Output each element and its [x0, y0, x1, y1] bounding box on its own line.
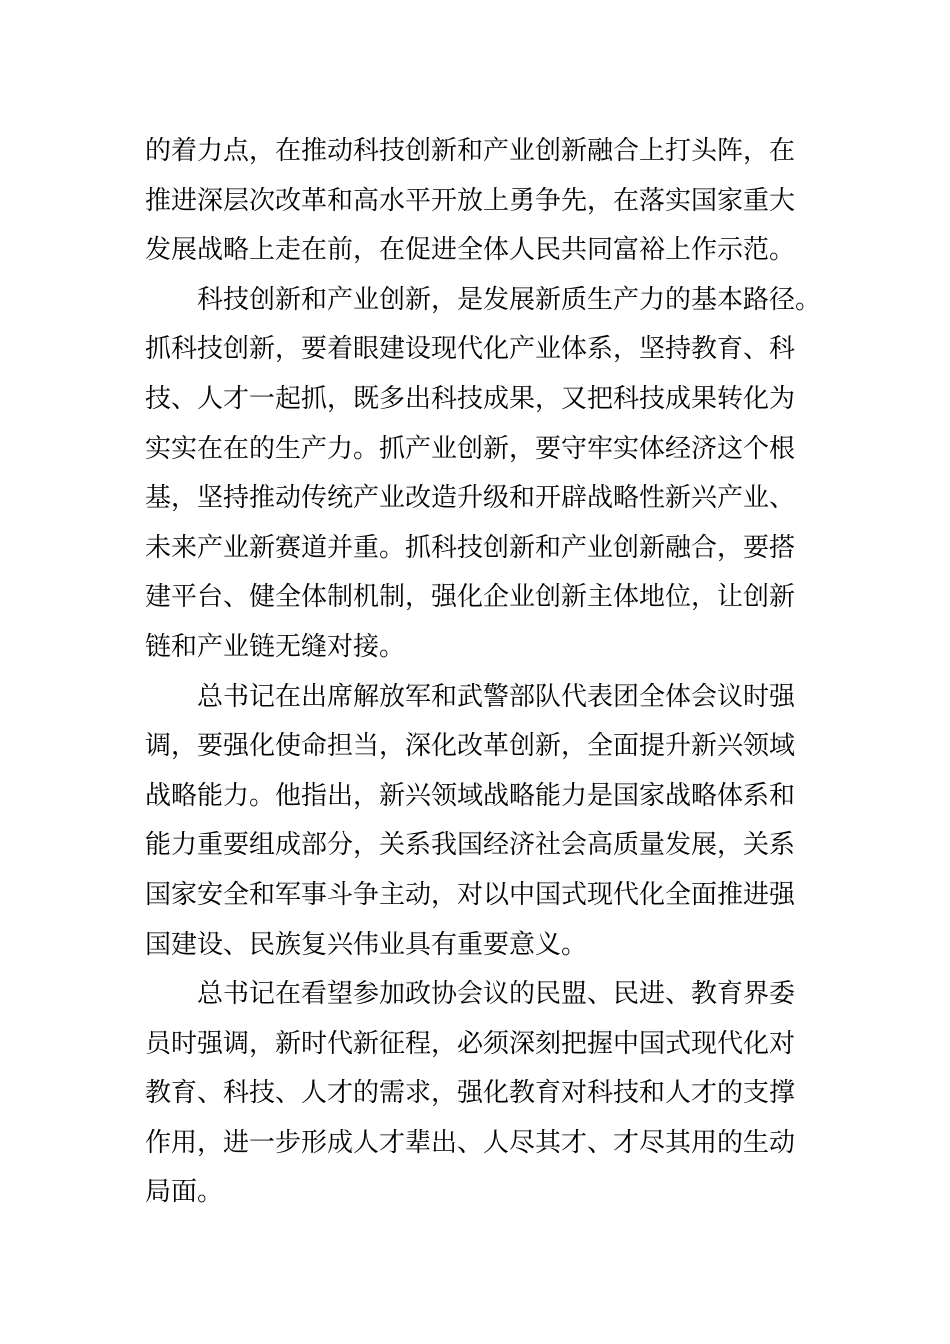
document-body [145, 127, 822, 1218]
text-line: 局面。 [145, 1177, 224, 1208]
text-line: 科技创新和产业创新，是发展新质生产力的基本路径。 [197, 284, 822, 315]
paragraph-1 [145, 127, 805, 276]
text-line: 未来产业新赛道并重。抓科技创新和产业创新融合，要搭 [145, 532, 796, 563]
paragraph-2 [145, 276, 822, 673]
text-line: 战略能力。他指出，新兴领域战略能力是国家战略体系和 [145, 780, 796, 811]
text-line: 基，坚持推动传统产业改造升级和开辟战略性新兴产业、 [145, 483, 796, 514]
text-line: 作用，进一步形成人才辈出、人尽其才、才尽其用的生动 [145, 1127, 796, 1158]
paragraph-3 [145, 673, 805, 971]
paragraph-4 [145, 970, 805, 1218]
text-line: 调，要强化使命担当，深化改革创新，全面提升新兴领域 [145, 731, 796, 762]
text-line: 的着力点，在推动科技创新和产业创新融合上打头阵，在 [145, 136, 796, 166]
text-line: 技、人才一起抓，既多出科技成果，又把科技成果转化为 [145, 383, 796, 414]
text-line: 抓科技创新，要着眼建设现代化产业体系，坚持教育、科 [145, 334, 796, 365]
text-line: 国家安全和军事斗争主动，对以中国式现代化全面推进强 [145, 879, 796, 910]
text-line: 教育、科技、人才的需求，强化教育对科技和人才的支撑 [145, 1078, 796, 1109]
text-line: 建平台、健全体制机制，强化企业创新主体地位，让创新 [145, 582, 796, 613]
text-line: 能力重要组成部分，关系我国经济社会高质量发展，关系 [145, 830, 796, 861]
text-line: 总书记在出席解放军和武警部队代表团全体会议时强 [197, 681, 796, 712]
text-line: 国建设、民族复兴伟业具有重要意义。 [145, 929, 588, 960]
text-line: 实实在在的生产力。抓产业创新，要守牢实体经济这个根 [145, 433, 796, 464]
text-line: 员时强调，新时代新征程，必须深刻把握中国式现代化对 [145, 1028, 796, 1059]
text-line: 推进深层次改革和高水平开放上勇争先，在落实国家重大 [145, 185, 796, 216]
text-line: 链和产业链无缝对接。 [145, 631, 406, 662]
text-line: 发展战略上走在前，在促进全体人民共同富裕上作示范。 [145, 235, 796, 266]
text-line: 总书记在看望参加政协会议的民盟、民进、教育界委 [197, 979, 796, 1010]
